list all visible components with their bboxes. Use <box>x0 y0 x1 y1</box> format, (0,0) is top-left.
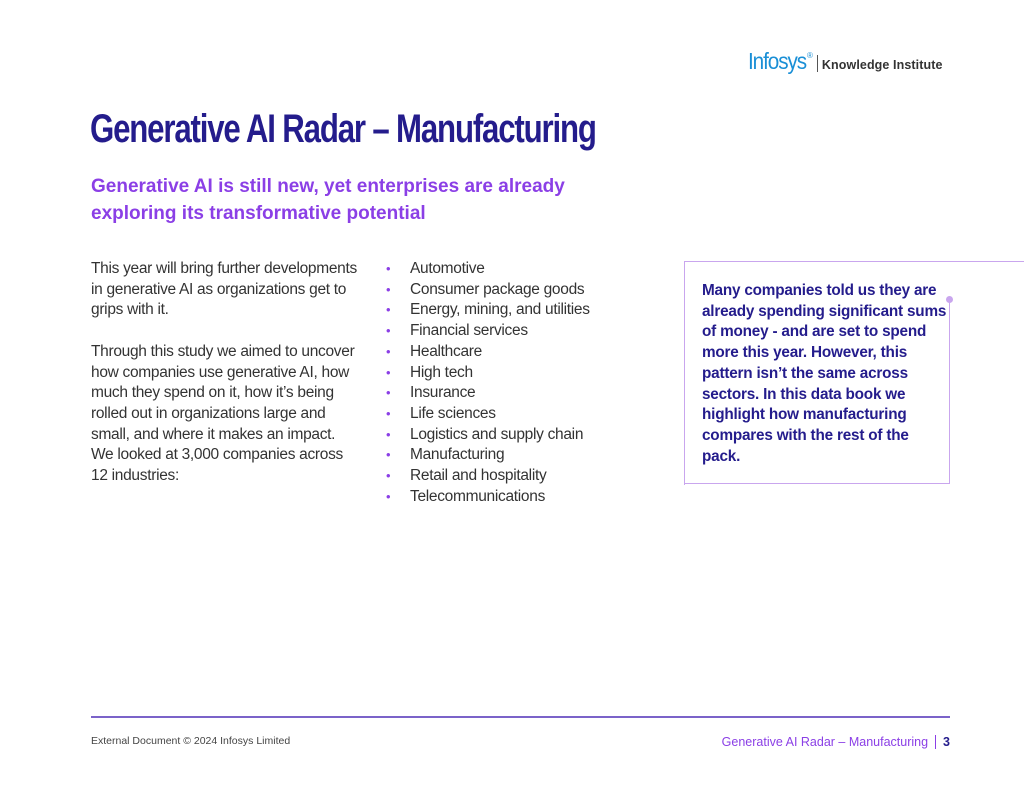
industry-label: Financial services <box>410 322 528 340</box>
industry-list-item <box>386 259 590 280</box>
logo-registered-mark: ® <box>807 51 813 60</box>
industry-list-item <box>386 425 590 446</box>
bullet-icon: • <box>386 385 391 401</box>
industries-list <box>386 259 590 507</box>
page-number: 3 <box>943 735 950 749</box>
bullet-icon: • <box>386 302 391 318</box>
footer-separator <box>935 735 936 749</box>
bullet-icon: • <box>386 261 391 276</box>
logo-institute-text: Knowledge Institute <box>821 58 943 72</box>
bullet-icon: • <box>386 468 391 484</box>
industry-list-item <box>386 445 590 466</box>
intro-paragraph-2: Through this study we aimed to uncover how companies use generative AI, how much they spend on it, how it’s being rolled out in organizations large and small, and where it makes an impact. We looked at 3,000 companies across 12 industries: <box>91 342 355 485</box>
callout-frame-bottom-edge <box>684 483 950 484</box>
industry-label: Manufacturing <box>410 446 505 464</box>
industry-list-item <box>386 300 590 321</box>
bullet-icon: • <box>386 364 391 380</box>
industry-list-item <box>386 487 590 508</box>
industry-list-item <box>386 466 590 487</box>
bullet-icon: • <box>386 426 391 442</box>
industry-list-item <box>386 363 590 384</box>
bullet-icon: • <box>386 281 391 297</box>
page-title: Generative AI Radar – Manufacturing <box>90 107 596 151</box>
industry-label: Healthcare <box>410 342 482 360</box>
callout-frame-dot <box>946 296 953 303</box>
bullet-icon: • <box>386 488 391 504</box>
footer-right <box>722 735 950 749</box>
bullet-icon: • <box>386 343 391 359</box>
industry-list-item <box>386 321 590 342</box>
bullet-icon: • <box>386 323 391 339</box>
logo-brand-text: Infosys <box>748 48 807 74</box>
industry-list-item <box>386 404 590 425</box>
logo-separator <box>817 55 818 72</box>
industry-label: Retail and hospitality <box>410 467 547 485</box>
industry-label: Insurance <box>410 384 476 402</box>
industry-label: Logistics and supply chain <box>410 425 584 443</box>
page-subtitle: Generative AI is still new, yet enterprises are already exploring its transformative potential <box>91 176 565 224</box>
footer-copyright: External Document © 2024 Infosys Limited <box>91 735 291 747</box>
industry-list-item <box>386 280 590 301</box>
industry-label: Energy, mining, and utilities <box>410 301 590 319</box>
footer-doc-title: Generative AI Radar – Manufacturing <box>721 735 929 749</box>
industry-list-item <box>386 342 590 363</box>
intro-text <box>91 259 361 507</box>
industry-list-item <box>386 383 590 404</box>
industry-label: Consumer package goods <box>410 280 585 298</box>
callout-frame-right-edge <box>949 300 950 484</box>
bullet-icon: • <box>386 447 391 463</box>
footer-divider <box>91 716 950 718</box>
intro-paragraph-1: This year will bring further developments in generative AI as organizations get to grips with it. <box>91 260 357 319</box>
industry-label: High tech <box>410 363 473 381</box>
callout-text: Many companies told us they are already spending significant sums of money - and are set to spend more this year. However, this pattern isn’t the same across sectors. In this data book we highlight how manufacturing compares with the rest of the pack. <box>702 282 947 465</box>
industry-label: Telecommunications <box>410 487 546 505</box>
industry-label: Automotive <box>410 260 485 277</box>
industry-label: Life sciences <box>410 404 496 422</box>
bullet-icon: • <box>386 405 391 421</box>
infosys-logo <box>748 48 943 75</box>
